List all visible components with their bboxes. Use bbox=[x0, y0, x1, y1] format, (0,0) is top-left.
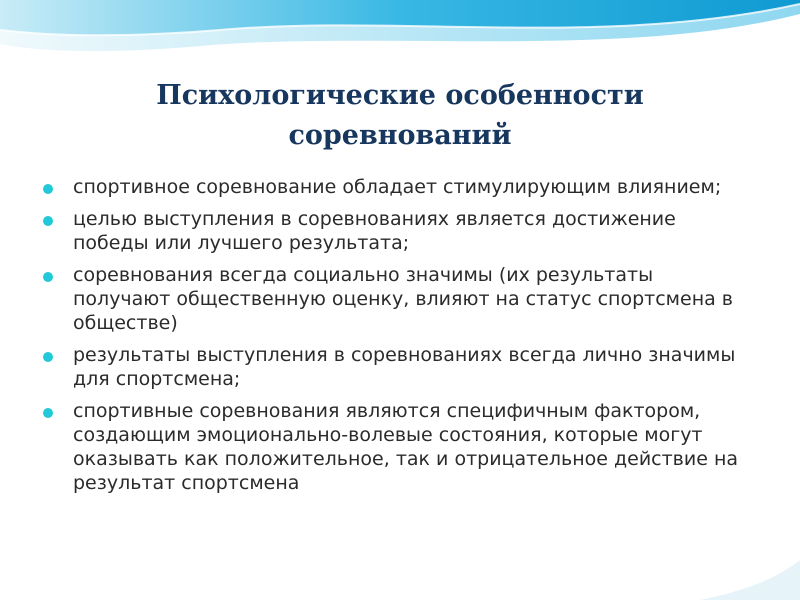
corner-wave-decoration bbox=[680, 540, 800, 600]
bullet-dot-icon bbox=[43, 272, 53, 282]
bullet-list bbox=[40, 175, 740, 503]
bullet-item bbox=[40, 263, 740, 335]
bullet-dot-icon bbox=[43, 216, 53, 226]
bullet-item bbox=[40, 399, 740, 495]
bullet-item bbox=[40, 343, 740, 391]
bullet-text: результаты выступления в соревнованиях всегда лично значимы для спортсмена; bbox=[73, 344, 736, 390]
bullet-dot-icon bbox=[43, 184, 53, 194]
bullet-text: спортивные соревнования являются специфичным фактором, создающим эмоционально-волевые состояния, которые могут оказывать как положительное, так и отрицательное действие на результат спортсмена bbox=[73, 400, 739, 494]
bullet-text: целью выступления в соревнованиях является достижение победы или лучшего результата; bbox=[73, 208, 676, 254]
bullet-item bbox=[40, 207, 740, 255]
bullet-dot-icon bbox=[43, 352, 53, 362]
bullet-text: соревнования всегда социально значимы (их результаты получают общественную оценку, влияют на статус спортсмена в обществе) bbox=[73, 264, 733, 334]
bullet-dot-icon bbox=[43, 408, 53, 418]
bullet-text: спортивное соревнование обладает стимулирующим влиянием; bbox=[73, 176, 722, 198]
bullet-item bbox=[40, 175, 740, 199]
slide-title: Психологические особенности соревнований bbox=[156, 80, 644, 151]
